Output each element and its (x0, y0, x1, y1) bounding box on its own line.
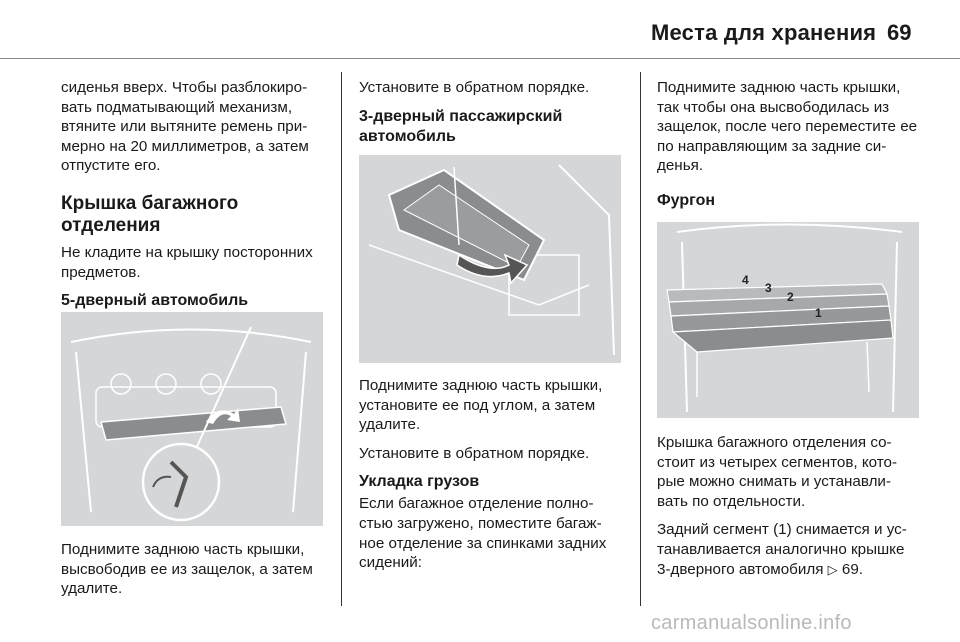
column-divider (341, 72, 342, 606)
page-header-title: Места для хранения (651, 20, 877, 45)
heading-3-door: 3-дверный пассажирский автомобиль (359, 107, 563, 145)
figure-5-door-illustration (61, 312, 323, 526)
column-3-bottom (657, 433, 919, 589)
stowing-paragraph: Если багажное отделение полно- стью загружено, поместите багаж- ное отделение за спинками задних сидений: (359, 495, 607, 572)
lift-cover-paragraph: Поднимите заднюю часть крышки, так чтобы она высвободилась из защелок, после чего переместите ее по направляющим за задние си- денья. (657, 79, 918, 175)
reinstall-paragraph-2: Установите в обратном порядке. (359, 444, 590, 462)
reinstall-paragraph: Установите в обратном порядке. (359, 79, 590, 96)
column-2-bottom (359, 376, 621, 582)
page-reference-icon: ▷ (827, 562, 838, 578)
detail-inset (143, 444, 219, 520)
caption-3-door: Поднимите заднюю часть крышки, установите ее под углом, а затем удалите. (359, 377, 603, 434)
heading-stowing: Укладка грузов (359, 473, 480, 491)
column-1-bottom (61, 540, 323, 608)
warning-paragraph: Не кладите на крышку посторонних предметов. (61, 243, 313, 281)
rear-segment-text: Задний сегмент (1) снимается и ус- танавливается аналогично крышке 3-дверного автомобиля (657, 521, 907, 578)
page-reference-link[interactable]: 69. (841, 560, 864, 578)
segments-paragraph: Крышка багажного отделения со- стоит из четырех сегментов, кото- рые можно снимать и устанавли- вать по отдельности. (657, 434, 898, 510)
figure-van-illustration (657, 222, 919, 418)
header-rule (0, 58, 960, 59)
figure-label-4: 4 (742, 273, 749, 287)
intro-paragraph: сиденья вверх. Чтобы разблокиро- вать подматывающий механизм, втяните или вытяните ремень при- мерно на 20 миллиметров, а затем отпустите его. (61, 79, 309, 175)
figure-3-door-cover (359, 155, 621, 363)
figure-5-door-cover (61, 312, 323, 526)
page-number: 69 (887, 20, 912, 45)
figure-label-2: 2 (787, 290, 794, 304)
column-2 (359, 78, 621, 153)
heading-van: Фургон (657, 191, 716, 209)
column-1 (61, 78, 323, 317)
column-3 (657, 78, 919, 217)
figure-label-1: 1 (815, 306, 822, 320)
watermark: carmanualsonline.info (651, 612, 852, 634)
caption-5-door: Поднимите заднюю часть крышки, высвободив ее из защелок, а затем удалите. (61, 541, 313, 598)
heading-5-door: 5-дверный автомобиль (61, 292, 249, 310)
figure-3-door-illustration (359, 155, 621, 363)
figure-label-3: 3 (765, 281, 772, 295)
column-divider (640, 72, 641, 606)
heading-luggage-cover: Крышка багажного отделения (61, 192, 239, 236)
rear-segment-paragraph (657, 520, 919, 580)
figure-van-cover (657, 222, 919, 418)
